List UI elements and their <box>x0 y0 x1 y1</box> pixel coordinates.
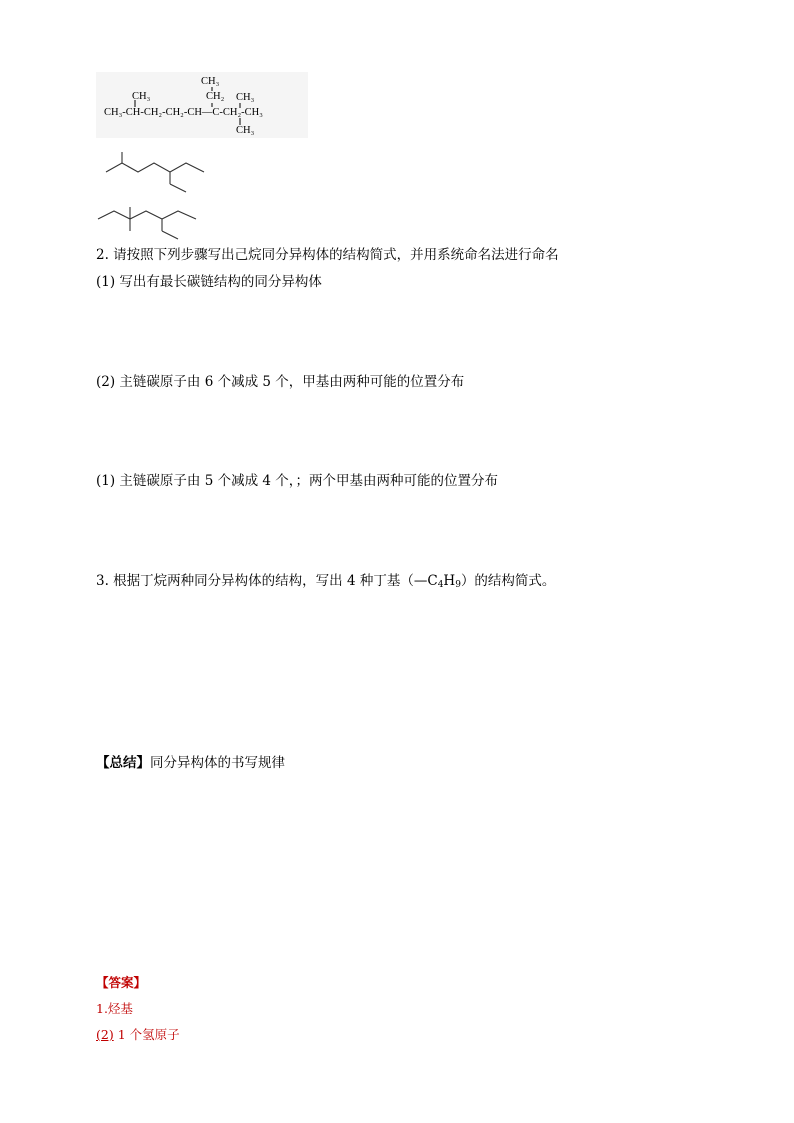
methyl-right-top: CH₃ <box>236 92 255 103</box>
question-2-step-3: (1) 主链碳原子由 5 个减成 4 个，；两个甲基由两种可能的位置分布 <box>96 473 499 489</box>
question-2-step-1: (1) 写出有最长碳链结构的同分异构体 <box>96 274 322 290</box>
answer-line-1: 1.烃基 <box>96 1001 133 1016</box>
structural-formula <box>96 72 308 138</box>
question-3-prefix: 3. 根据丁烷两种同分异构体的结构，写出 4 种丁基（—C <box>96 573 438 589</box>
answer-label: 【答案】 <box>96 975 147 990</box>
summary-text: 同分异构体的书写规律 <box>150 755 285 771</box>
question-3-sub-4: 4 <box>437 580 444 590</box>
answer-line-2-number: (2) <box>96 1027 114 1042</box>
skeletal-formula-1 <box>104 150 214 195</box>
ethyl-ch3: CH₃ <box>201 76 220 87</box>
main-chain: CH₃-CH-CH₂-CH₂-CH—C-CH₂-CH₃ <box>104 107 263 118</box>
ethyl-ch2: CH₂ <box>206 91 225 102</box>
summary-label: 【总结】 <box>96 755 150 771</box>
question-3 <box>96 572 555 590</box>
summary-heading <box>96 754 285 772</box>
question-3-suffix: ）的结构简式。 <box>460 573 556 589</box>
question-2: 2. 请按照下列步骤写出己烷同分异构体的结构简式，并用系统命名法进行命名 <box>96 247 559 263</box>
answer-line-2-text: 1 个氢原子 <box>113 1027 180 1042</box>
question-3-sub-9: 9 <box>455 580 461 590</box>
skeletal-formula-2 <box>96 201 206 243</box>
answer-line-2 <box>96 1026 180 1044</box>
methyl-left: CH₃ <box>132 91 151 102</box>
question-2-step-2: (2) 主链碳原子由 6 个减成 5 个，甲基由两种可能的位置分布 <box>96 374 465 390</box>
methyl-right-bottom: CH₃ <box>236 125 255 136</box>
question-3-h: H <box>443 573 456 589</box>
